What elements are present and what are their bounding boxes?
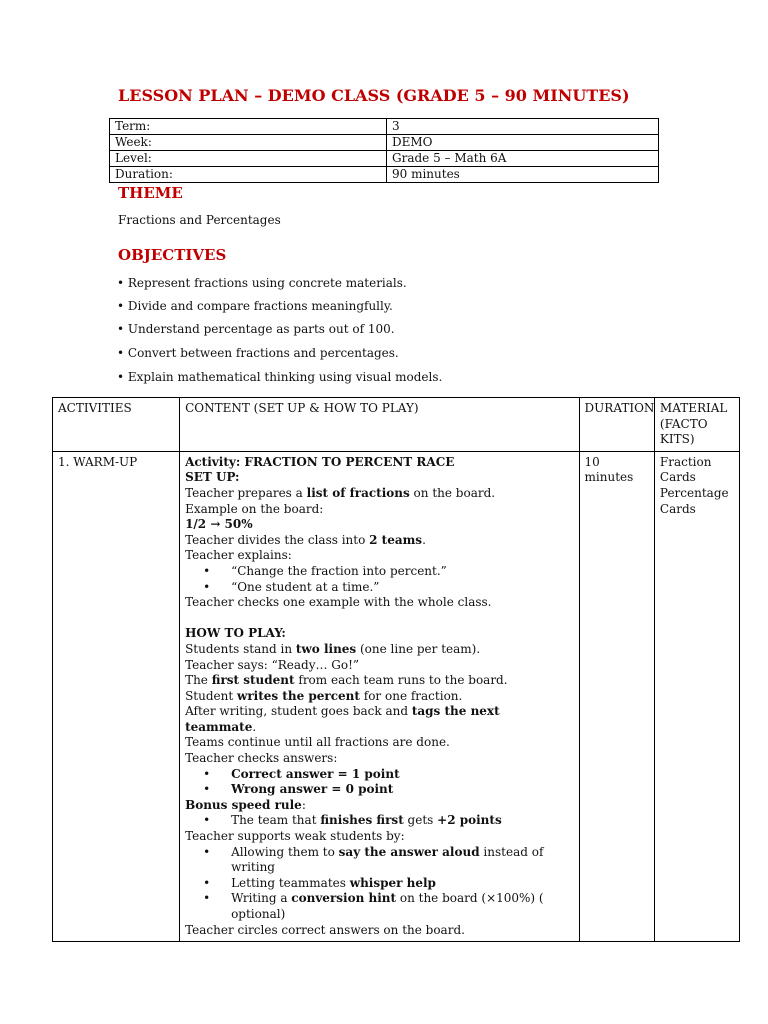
- info-label: Week:: [110, 135, 387, 151]
- example-fraction: 1/2 → 50%: [185, 517, 253, 532]
- bullet-item: • Writing a conversion hint on the board (×100%) ( optional): [203, 891, 544, 921]
- page-title: LESSON PLAN – DEMO CLASS (GRADE 5 – 90 MINUTES): [118, 86, 630, 105]
- info-row: [110, 119, 659, 135]
- howto-line: Student writes the percent for one fraction.: [185, 688, 463, 703]
- bullet-item: • “One student at a time.”: [203, 579, 380, 594]
- info-row: [110, 135, 659, 151]
- setup-line: Example on the board:: [185, 501, 324, 516]
- activity-cell: 1. WARM-UP: [53, 451, 180, 941]
- duration-cell: 10 minutes: [579, 451, 654, 941]
- header-duration: DURATION: [579, 398, 654, 452]
- bullet-item: • Correct answer = 1 point: [203, 766, 400, 781]
- bullet-item: • Letting teammates whisper help: [203, 875, 436, 890]
- activity-label: Activity: FRACTION TO PERCENT RACE: [185, 454, 455, 469]
- table-row: [53, 451, 740, 941]
- bullet-item: • The team that finishes first gets +2 points: [203, 813, 502, 828]
- objective-item: • Divide and compare fractions meaningfully.: [117, 299, 393, 313]
- howto-line: Students stand in two lines (one line per team).: [185, 641, 481, 656]
- objective-item: • Explain mathematical thinking using visual models.: [117, 370, 443, 384]
- material-item: Fraction Cards: [659, 454, 712, 485]
- howto-line: The first student from each team runs to the board.: [185, 673, 508, 688]
- info-label: Term:: [110, 119, 387, 135]
- info-value: Grade 5 – Math 6A: [387, 151, 659, 167]
- howto-line: Teams continue until all fractions are done.: [185, 735, 450, 750]
- howto-line: Teacher checks answers:: [185, 751, 338, 766]
- info-value: 3: [387, 119, 659, 135]
- bullet-item: • “Change the fraction into percent.”: [203, 563, 447, 578]
- bonus-rule: Bonus speed rule:: [185, 797, 306, 812]
- setup-line: Teacher prepares a list of fractions on the board.: [185, 485, 496, 500]
- content-cell: [180, 451, 579, 941]
- material-item: Percentage Cards: [659, 485, 729, 516]
- header-activities: ACTIVITIES: [53, 398, 180, 452]
- activities-table: [52, 397, 740, 942]
- info-table: [109, 118, 659, 183]
- howto-line: After writing, student goes back and tags the next teammate.: [185, 704, 500, 734]
- objectives-heading: OBJECTIVES: [118, 246, 227, 264]
- bullet-item: • Wrong answer = 0 point: [203, 782, 394, 797]
- howto-label: HOW TO PLAY:: [185, 626, 286, 641]
- header-content: CONTENT (SET UP & HOW TO PLAY): [180, 398, 579, 452]
- info-row: [110, 167, 659, 183]
- info-value: 90 minutes: [387, 167, 659, 183]
- setup-line: Teacher divides the class into 2 teams.: [185, 532, 426, 547]
- howto-line: Teacher says: “Ready… Go!”: [185, 657, 360, 672]
- howto-line: Teacher supports weak students by:: [185, 829, 405, 844]
- setup-line: Teacher explains:: [185, 548, 292, 563]
- table-header-row: [53, 398, 740, 452]
- objective-item: • Represent fractions using concrete materials.: [117, 276, 407, 290]
- info-label: Level:: [110, 151, 387, 167]
- howto-line: Teacher circles correct answers on the board.: [185, 922, 465, 937]
- theme-text: Fractions and Percentages: [118, 213, 281, 227]
- setup-line: Teacher checks one example with the whole class.: [185, 595, 492, 610]
- objective-item: • Understand percentage as parts out of 100.: [117, 322, 395, 336]
- objective-item: • Convert between fractions and percentages.: [117, 346, 399, 360]
- info-row: [110, 151, 659, 167]
- bullet-item: • Allowing them to say the answer aloud instead of writing: [203, 844, 544, 875]
- header-material: MATERIAL (FACTO KITS): [654, 398, 739, 452]
- material-cell: [654, 451, 739, 941]
- info-value: DEMO: [387, 135, 659, 151]
- setup-label: SET UP:: [185, 470, 240, 485]
- info-label: Duration:: [110, 167, 387, 183]
- theme-heading: THEME: [118, 184, 183, 202]
